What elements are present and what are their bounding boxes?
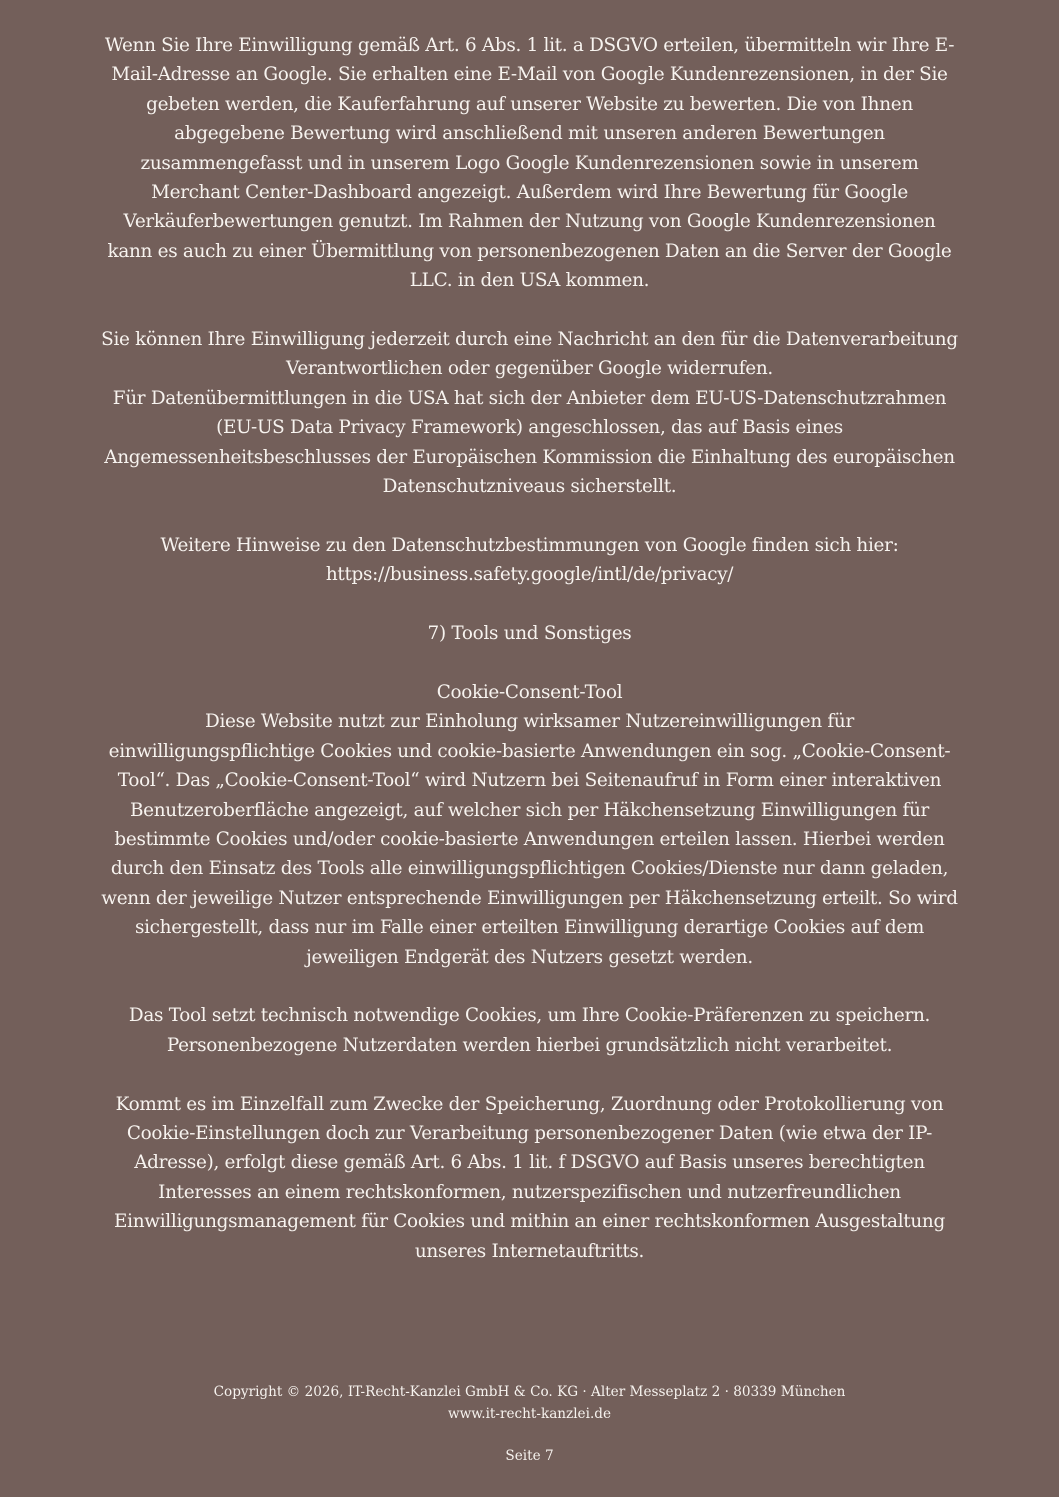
paragraph-google-reviews: Wenn Sie Ihre Einwilligung gemäß Art. 6 Abs. 1 lit. a DSGVO erteilen, übermitteln wir Ihre E-Mail-Adresse an Google. Sie erhalten eine E-Mail von Google Kundenrezensionen, in der Sie gebeten werden, die Kauferfahrung auf unserer Website zu bewerten. Die von Ihnen abgegebene Bewertung wird anschließend mit unseren anderen Bewertungen zusammengefasst und in unserem Logo Google Kundenrezensionen sowie in unserem Merchant Center-Dashboard angezeigt. Außerdem wird Ihre Bewertung für Google Verkäuferbewertungen genutzt. Im Rahmen der Nutzung von Google Kundenrezensionen kann es auch zu einer Übermittlung von personenbezogenen Daten an die Server der Google LLC. in den USA kommen. [104,35,955,292]
paragraph-usa-transfer: Für Datenübermittlungen in die USA hat sich der Anbieter dem EU-US-Datenschutzrahmen (EU-US Data Privacy Framework) angeschlossen, das auf Basis eines Angemessenheitsbeschlusses der Europäischen Kommission die Einhaltung des europäischen Datenschutzniveaus sicherstellt. [104,387,955,498]
footer [0,1381,1059,1425]
paragraph-further-info: Weitere Hinweise zu den Datenschutzbestimmungen von Google finden sich hier: [160,534,899,556]
footer-copyright: Copyright © 2026, IT-Recht-Kanzlei GmbH & Co. KG · Alter Messeplatz 2 · 80339 München [213,1384,846,1400]
paragraph-revocation: Sie können Ihre Einwilligung jederzeit durch eine Nachricht an den für die Datenverarbeitung Verantwortlichen oder gegenüber Google widerrufen. [101,329,958,380]
paragraph-cookie-tool: Diese Website nutzt zur Einholung wirksamer Nutzereinwilligungen für einwilligungspflichtige Cookies und cookie-basierte Anwendungen ein sog. „Cookie-Consent-Tool“. Das „Cookie-Consent-Tool“ wird Nutzern bei Seitenaufruf in Form einer interaktiven Benutzeroberfläche angezeigt, auf welcher sich per Häkchensetzung Einwilligungen für bestimmte Cookies und/oder cookie-basierte Anwendungen erteilen lassen. Hierbei werden durch den Einsatz des Tools alle einwilligungspflichtigen Cookies/Dienste nur dann geladen, wenn der jeweilige Nutzer entsprechende Einwilligungen per Häkchensetzung erteilt. So wird sichergestellt, dass nur im Falle einer erteilten Einwilligung derartige Cookies auf dem jeweiligen Endgerät des Nutzers gesetzt werden. [101,711,958,968]
paragraph-logging: Kommt es im Einzelfall zum Zwecke der Speicherung, Zuordnung oder Protokollierung von Cookie-Einstellungen doch zur Verarbeitung personenbezogener Daten (wie etwa der IP-Adresse), erfolgt diese gemäß Art. 6 Abs. 1 lit. f DSGVO auf Basis unseres berechtigten Interesses an einem rechtskonformen, nutzerspezifischen und nutzerfreundlichen Einwilligungsmanagement für Cookies und mithin an einer rechtskonformen Ausgestaltung unseres Internetauftritts. [114,1093,945,1262]
paragraph-technical-cookies: Das Tool setzt technisch notwendige Cookies, um Ihre Cookie-Präferenzen zu speichern. Personenbezogene Nutzerdaten werden hierbei grundsätzlich nicht verarbeitet. [128,1005,931,1056]
page-number: Seite 7 [505,1448,554,1464]
section-heading: 7) Tools und Sonstiges [427,623,632,645]
subheading-cookie-consent-tool: Cookie-Consent-Tool [436,681,623,703]
privacy-link[interactable]: https://business.safety.google/intl/de/privacy/ [325,564,734,586]
document-body [100,31,959,1295]
footer-website-link[interactable]: www.it-recht-kanzlei.de [447,1406,612,1422]
